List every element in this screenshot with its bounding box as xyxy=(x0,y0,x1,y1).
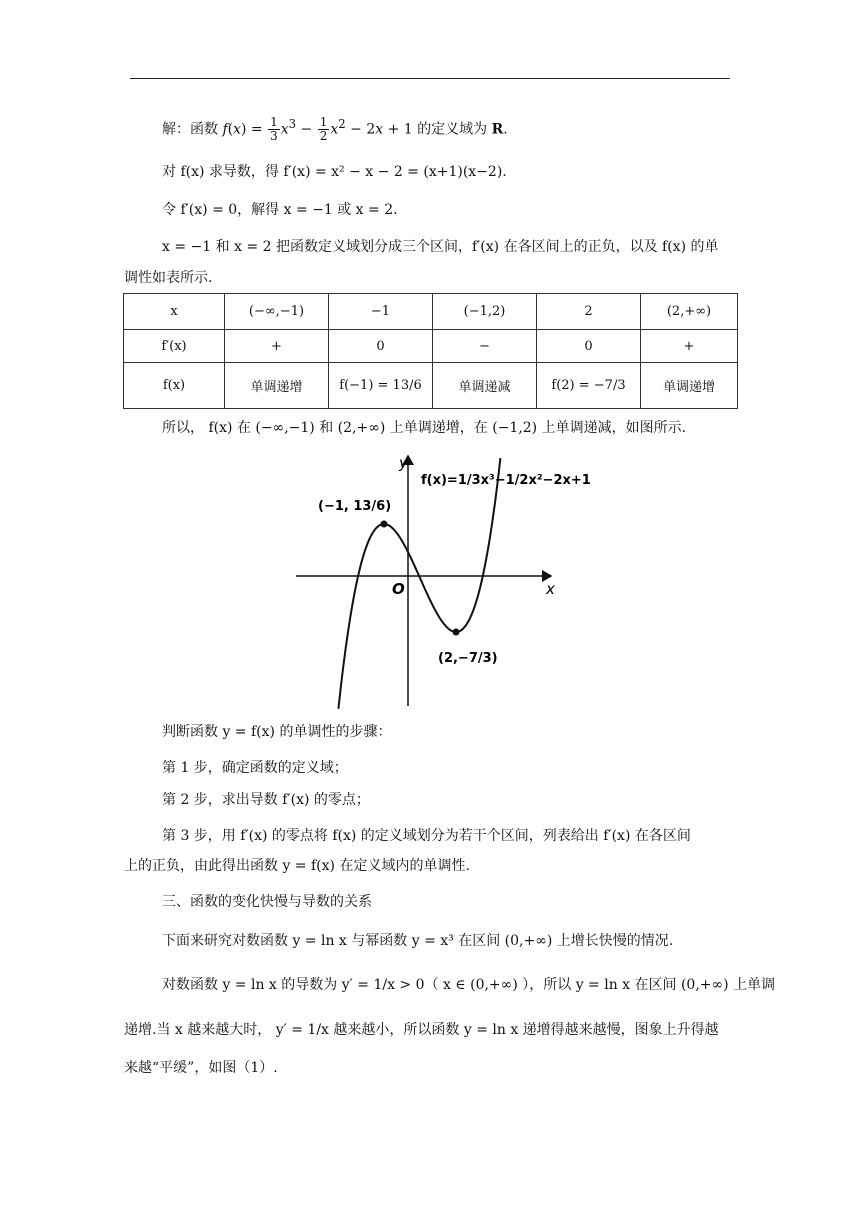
table-cell: −1 xyxy=(329,294,433,330)
origin-label: O xyxy=(392,580,405,598)
paragraph-line-1: 下面来研究对数函数 y = ln x 与幂函数 y = x³ 在区间 (0,+∞) 上增长快慢的情况. xyxy=(162,933,674,949)
paragraph-line-3: 递增.当 x 越来越大时， y′ = 1/x 越来越小，所以函数 y = ln x 递增得越来越慢，图象上升得越 xyxy=(124,1022,719,1038)
solution-line-5: 调性如表所示. xyxy=(124,270,213,286)
table-cell: x xyxy=(124,294,225,330)
y-axis-label: y xyxy=(399,454,408,472)
table-cell: 0 xyxy=(537,330,641,363)
curve-line xyxy=(338,458,500,709)
min-point-label: (2,−7/3) xyxy=(438,651,498,666)
table-cell: f(−1) = 13/6 xyxy=(329,363,433,409)
min-point xyxy=(453,628,460,635)
curve-label: f(x)=1/3x³−1/2x²−2x+1 xyxy=(421,473,591,488)
max-point xyxy=(381,520,388,527)
table-cell: − xyxy=(433,330,537,363)
table-row xyxy=(124,294,738,330)
x-axis-label: x xyxy=(546,580,555,598)
table-cell: 2 xyxy=(537,294,641,330)
steps-title: 判断函数 y = f(x) 的单调性的步骤： xyxy=(162,724,392,740)
step-3-line-1: 第 3 步，用 f′(x) 的零点将 f(x) 的定义域划分为若干个区间，列表给出 f′(x) 在各区间 xyxy=(162,828,691,844)
table-row xyxy=(124,363,738,409)
max-point-label: (−1, 13/6) xyxy=(318,499,392,514)
paragraph-line-2: 对数函数 y = ln x 的导数为 y′ = 1/x > 0（ x ∈ (0,+∞) ），所以 y = ln x 在区间 (0,+∞) 上单调 xyxy=(162,977,776,993)
step-2: 第 2 步，求出导数 f′(x) 的零点； xyxy=(162,792,370,808)
table-cell: f(x) xyxy=(124,363,225,409)
solution-line-6: 所以， f(x) 在 (−∞,−1) 和 (2,+∞) 上单调递增，在 (−1,2) 上单调递减，如图所示. xyxy=(162,420,687,436)
table-cell: 0 xyxy=(329,330,433,363)
solution-line-2: 对 f(x) 求导数，得 f′(x) = x² − x − 2 = (x+1)(x−2). xyxy=(162,164,507,180)
solution-line-1: 解：函数 f(x) = $\frac{1}{3}$ $x^3$ − $\frac{1}{2}$ $x^2 - 2x + 1$ 的定义域为 R. xyxy=(162,115,508,144)
step-1: 第 1 步，确定函数的定义域； xyxy=(162,760,348,776)
table-cell: (2,+∞) xyxy=(641,294,738,330)
header-rule xyxy=(130,78,730,79)
table-cell: (−∞,−1) xyxy=(225,294,329,330)
paragraph-line-4: 来越“平缓”，如图（1）. xyxy=(124,1060,278,1076)
function-graph xyxy=(296,448,591,710)
table-cell: 单调递减 xyxy=(433,363,537,409)
table-cell: + xyxy=(225,330,329,363)
solution-line-4: x = −1 和 x = 2 把函数定义域划分成三个区间，f′(x) 在各区间上的正负，以及 f(x) 的单 xyxy=(162,239,719,255)
table-cell: 单调递增 xyxy=(641,363,738,409)
table-cell: f(2) = −7/3 xyxy=(537,363,641,409)
step-3-line-2: 上的正负，由此得出函数 y = f(x) 在定义域内的单调性. xyxy=(124,858,470,874)
table-cell: (−1,2) xyxy=(433,294,537,330)
monotonicity-table xyxy=(123,293,738,409)
table-cell: + xyxy=(641,330,738,363)
table-row xyxy=(124,330,738,363)
solution-line-3: 令 f′(x) = 0，解得 x = −1 或 x = 2. xyxy=(162,202,398,218)
table-cell: 单调递增 xyxy=(225,363,329,409)
table-cell: f′(x) xyxy=(124,330,225,363)
section-heading: 三、函数的变化快慢与导数的关系 xyxy=(162,894,372,910)
